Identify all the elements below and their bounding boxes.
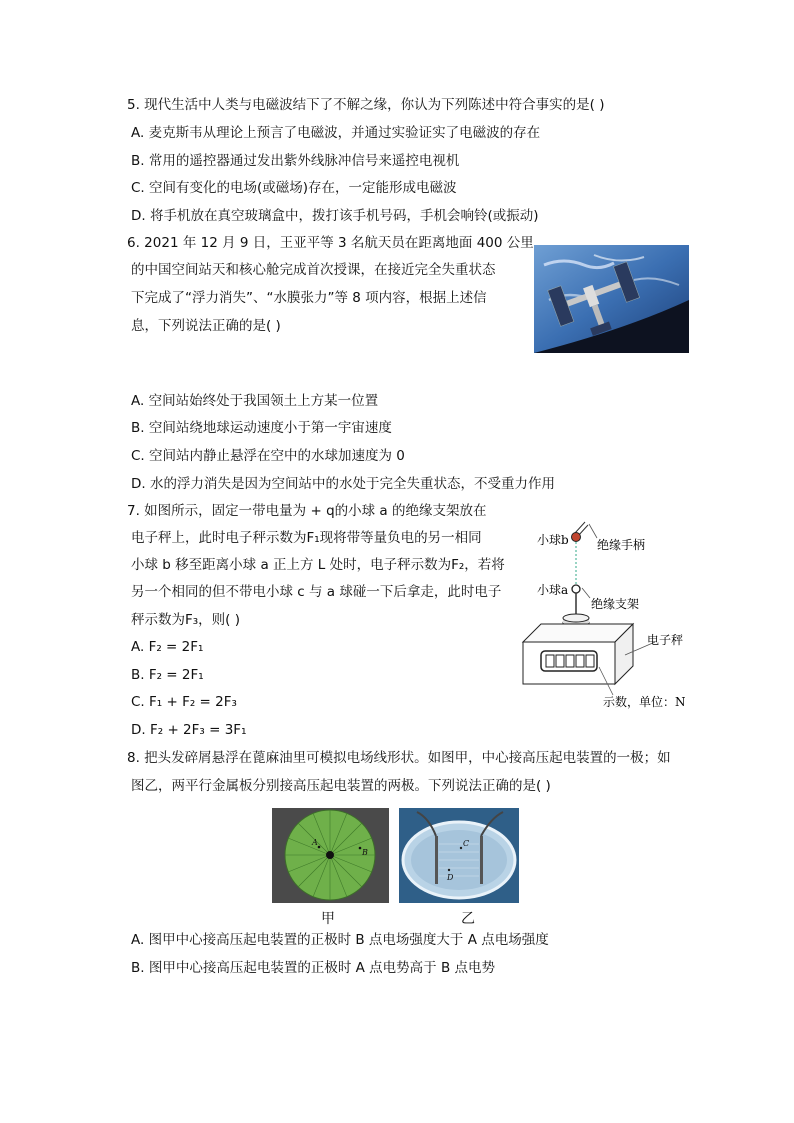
q7-stem-line-2: 电子秤上，此时电子秤示数为F₁现将带等量负电的另一相同	[131, 530, 482, 546]
label-ball-a: 小球a	[537, 583, 569, 597]
q7-option-a: A. F₂ = 2F₁	[131, 639, 204, 655]
parallel-plates-photo-right	[399, 808, 519, 903]
q5-option-b: B. 常用的遥控器通过发出紫外线脉冲信号来遥控电视机	[131, 153, 460, 169]
hair-field-photo-left	[272, 808, 389, 903]
caption-left: 甲	[321, 911, 335, 927]
caption-right: 乙	[461, 911, 475, 927]
q7-stem-line-4: 另一个相同的但不带电小球 c 与 a 球碰一下后拿走，此时电子	[131, 584, 502, 600]
q5-option-d: D. 将手机放在真空玻璃盒中，拨打该手机号码，手机会响铃(或振动)	[131, 208, 539, 224]
point-c-label: C	[463, 839, 470, 848]
q7-stem-line-3: 小球 b 移至距离小球 a 正上方 L 处时，电子秤示数为F₂，若将	[131, 557, 505, 573]
label-insulated-support: 绝缘支架	[591, 597, 640, 611]
q6-stem-line-4: 息，下列说法正确的是( )	[131, 318, 281, 334]
q7-option-c: C. F₁ + F₂ = 2F₃	[131, 694, 237, 710]
q7-option-b: B. F₂ = 2F₁	[131, 667, 204, 683]
q6-option-a: A. 空间站始终处于我国领土上方某一位置	[131, 393, 379, 409]
ball-a-icon	[572, 585, 580, 593]
q8-option-b: B. 图甲中心接高压起电装置的正极时 A 点电势高于 B 点电势	[131, 960, 496, 976]
q8-stem-line-2: 图乙，两平行金属板分别接高压起电装置的两极。下列说法正确的是( )	[131, 778, 551, 794]
label-reading-unit: 示数，单位：N	[603, 695, 686, 709]
q5-stem: 5. 现代生活中人类与电磁波结下了不解之缘，你认为下列陈述中符合事实的是( )	[127, 97, 605, 113]
q6-option-b: B. 空间站绕地球运动速度小于第一宇宙速度	[131, 420, 392, 436]
q6-option-c: C. 空间站内静止悬浮在空中的水球加速度为 0	[131, 448, 405, 464]
label-insulated-handle: 绝缘手柄	[597, 538, 646, 552]
q5-option-a: A. 麦克斯韦从理论上预言了电磁波，并通过实验证实了电磁波的存在	[131, 125, 541, 141]
space-station-photo	[534, 245, 689, 353]
q7-stem-line-1: 7. 如图所示，固定一带电量为 + q的小球 a 的绝缘支架放在	[127, 503, 487, 519]
label-electronic-scale: 电子秤	[647, 633, 684, 647]
q8-stem-line-1: 8. 把头发碎屑悬浮在蓖麻油里可模拟电场线形状。如图甲，中心接高压起电装置的一极；如	[127, 750, 671, 766]
q6-stem-line-1: 6. 2021 年 12 月 9 日，王亚平等 3 名航天员在距离地面 400 公里	[127, 235, 534, 251]
point-b-label: B	[362, 848, 368, 857]
q6-stem-line-3: 下完成了“浮力消失”、“水膜张力”等 8 项内容，根据上述信	[131, 290, 487, 306]
q5-option-c: C. 空间有变化的电场(或磁场)存在，一定能形成电磁波	[131, 180, 457, 196]
point-a-label: A	[312, 838, 318, 847]
q6-option-d: D. 水的浮力消失是因为空间站中的水处于完全失重状态，不受重力作用	[131, 476, 555, 492]
q7-stem-line-5: 秤示数为F₃，则( )	[131, 612, 241, 628]
label-ball-b: 小球b	[537, 533, 569, 547]
ball-b-icon	[572, 533, 581, 542]
q7-option-d: D. F₂ + 2F₃ = 3F₁	[131, 722, 247, 738]
q6-stem-line-2: 的中国空间站天和核心舱完成首次授课，在接近完全失重状态	[131, 262, 496, 278]
point-d-label: D	[447, 873, 454, 882]
q8-option-a: A. 图甲中心接高压起电装置的正极时 B 点电场强度大于 A 点电场强度	[131, 932, 549, 948]
electronic-scale-diagram	[515, 520, 700, 715]
